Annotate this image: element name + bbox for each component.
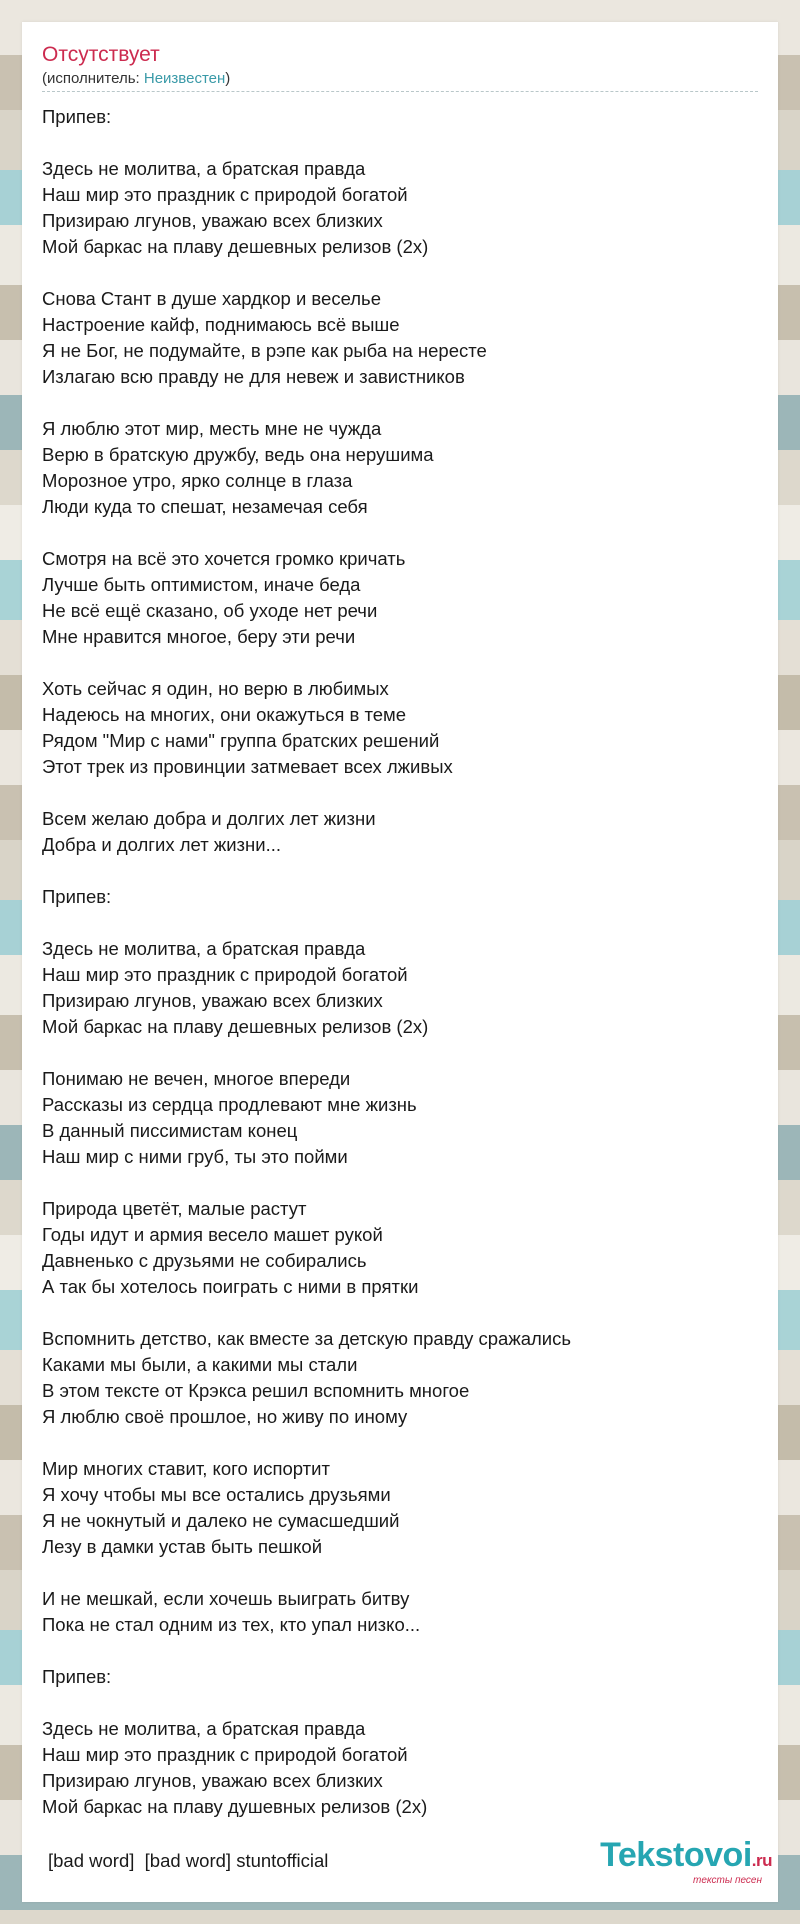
lyric-line: Здесь не молитва, а братская правда	[42, 938, 366, 959]
lyric-line: Я не чокнутый и далеко не сумасшедший	[42, 1510, 400, 1531]
lyric-line: Рядом "Мир с нами" группа братских решений	[42, 730, 440, 751]
blank-line	[42, 910, 758, 936]
logo-tld: .ru	[751, 1851, 772, 1870]
lyric-line: Этот трек из провинции затмевает всех лживых	[42, 756, 453, 777]
lyric-line: Вспомнить детство, как вместе за детскую правду сражались	[42, 1328, 572, 1349]
artist-line	[42, 70, 758, 88]
lyric-line: Излагаю всю правду не для невеж и завистников	[42, 366, 465, 387]
artist-link[interactable]: Неизвестен	[143, 70, 226, 87]
lyric-line: Наш мир это праздник с природой богатой	[42, 1744, 408, 1765]
logo-main-text: Tekstovoi	[600, 1836, 752, 1874]
lyric-line: Припев:	[42, 886, 112, 907]
blank-line	[42, 1638, 758, 1664]
blank-line	[42, 260, 758, 286]
blank-line	[42, 1690, 758, 1716]
lyric-line: Мой баркас на плаву дешевных релизов (2х)	[42, 1016, 429, 1037]
lyric-line: Здесь не молитва, а братская правда	[42, 1718, 366, 1739]
site-logo[interactable]	[600, 1837, 772, 1886]
blank-line	[42, 1560, 758, 1586]
lyric-line: Призираю лгунов, уважаю всех близких	[42, 1770, 383, 1791]
lyric-line: Я люблю этот мир, месть мне не чужда	[42, 418, 382, 439]
content-card	[22, 22, 778, 1902]
lyric-line: Верю в братскую дружбу, ведь она нерушима	[42, 444, 434, 465]
lyric-line: Мир многих ставит, кого испортит	[42, 1458, 330, 1479]
lyric-line: Рассказы из сердца продлевают мне жизнь	[42, 1094, 417, 1115]
blank-line	[42, 520, 758, 546]
lyric-line: Давненько с друзьями не собирались	[42, 1250, 367, 1271]
lyric-line: И не мешкай, если хочешь выиграть битву	[42, 1588, 410, 1609]
lyric-line: В данный писсимистам конец	[42, 1120, 298, 1141]
lyric-line: Настроение кайф, поднимаюсь всё выше	[42, 314, 400, 335]
blank-line	[42, 390, 758, 416]
lyric-line: Наш мир это праздник с природой богатой	[42, 964, 408, 985]
lyric-line: Хоть сейчас я один, но верю в любимых	[42, 678, 389, 699]
lyric-line: Я не Бог, не подумайте, в рэпе как рыба на нересте	[42, 340, 487, 361]
lyric-line: А так бы хотелось поиграть с ними в прятки	[42, 1276, 419, 1297]
song-title: Отсутствует	[42, 43, 160, 66]
lyric-line: Призираю лгунов, уважаю всех близких	[42, 210, 383, 231]
lyric-line: Морозное утро, ярко солнце в глаза	[42, 470, 353, 491]
lyric-line: Припев:	[42, 1666, 112, 1687]
lyric-line: Пока не стал одним из тех, кто упал низко...	[42, 1614, 421, 1635]
lyric-line: Всем желаю добра и долгих лет жизни	[42, 808, 376, 829]
lyric-line: Мой баркас на плаву душевных релизов (2х)	[42, 1796, 428, 1817]
artist-suffix: )	[225, 70, 231, 87]
lyric-line: Не всё ещё сказано, об уходе нет речи	[42, 600, 378, 621]
lyric-line: Люди куда то спешат, незамечая себя	[42, 496, 368, 517]
footer-credits: [bad word] [bad word] stuntofficial	[48, 1850, 329, 1871]
blank-line	[42, 858, 758, 884]
lyric-line: Я хочу чтобы мы все остались друзьями	[42, 1484, 391, 1505]
lyric-line: Надеюсь на многих, они окажуться в теме	[42, 704, 407, 725]
blank-line	[42, 1430, 758, 1456]
lyric-line: Я люблю своё прошлое, но живу по иному	[42, 1406, 408, 1427]
blank-line	[42, 1170, 758, 1196]
lyric-line: Смотря на всё это хочется громко кричать	[42, 548, 406, 569]
lyric-line: Мой баркас на плаву дешевных релизов (2х)	[42, 236, 429, 257]
lyric-line: Годы идут и армия весело машет рукой	[42, 1224, 383, 1245]
lyric-line: Наш мир с ними груб, ты это пойми	[42, 1146, 348, 1167]
lyric-line: Природа цветёт, малые растут	[42, 1198, 307, 1219]
lyric-line: Призираю лгунов, уважаю всех близких	[42, 990, 383, 1011]
lyric-line: Мне нравится многое, беру эти речи	[42, 626, 356, 647]
blank-line	[42, 650, 758, 676]
lyric-line: Лезу в дамки устав быть пешкой	[42, 1536, 323, 1557]
lyric-line: Лучше быть оптимистом, иначе беда	[42, 574, 361, 595]
header-divider	[42, 91, 758, 92]
lyric-line: Добра и долгих лет жизни...	[42, 834, 282, 855]
lyric-line: Снова Стант в душе хардкор и веселье	[42, 288, 381, 309]
blank-line	[42, 130, 758, 156]
blank-line	[42, 1300, 758, 1326]
lyric-line: Понимаю не вечен, многое впереди	[42, 1068, 351, 1089]
blank-line	[42, 1040, 758, 1066]
lyric-line: Здесь не молитва, а братская правда	[42, 158, 366, 179]
lyric-line: Каками мы были, а какими мы стали	[42, 1354, 358, 1375]
artist-prefix: (исполнитель:	[42, 70, 144, 87]
lyric-line: В этом тексте от Крэкса решил вспомнить многое	[42, 1380, 470, 1401]
lyric-line: Припев:	[42, 106, 112, 127]
lyric-line: Наш мир это праздник с природой богатой	[42, 184, 408, 205]
lyrics-text	[42, 104, 758, 1820]
logo-tagline: тексты песен	[693, 1875, 762, 1886]
song-header	[42, 42, 758, 92]
blank-line	[42, 780, 758, 806]
